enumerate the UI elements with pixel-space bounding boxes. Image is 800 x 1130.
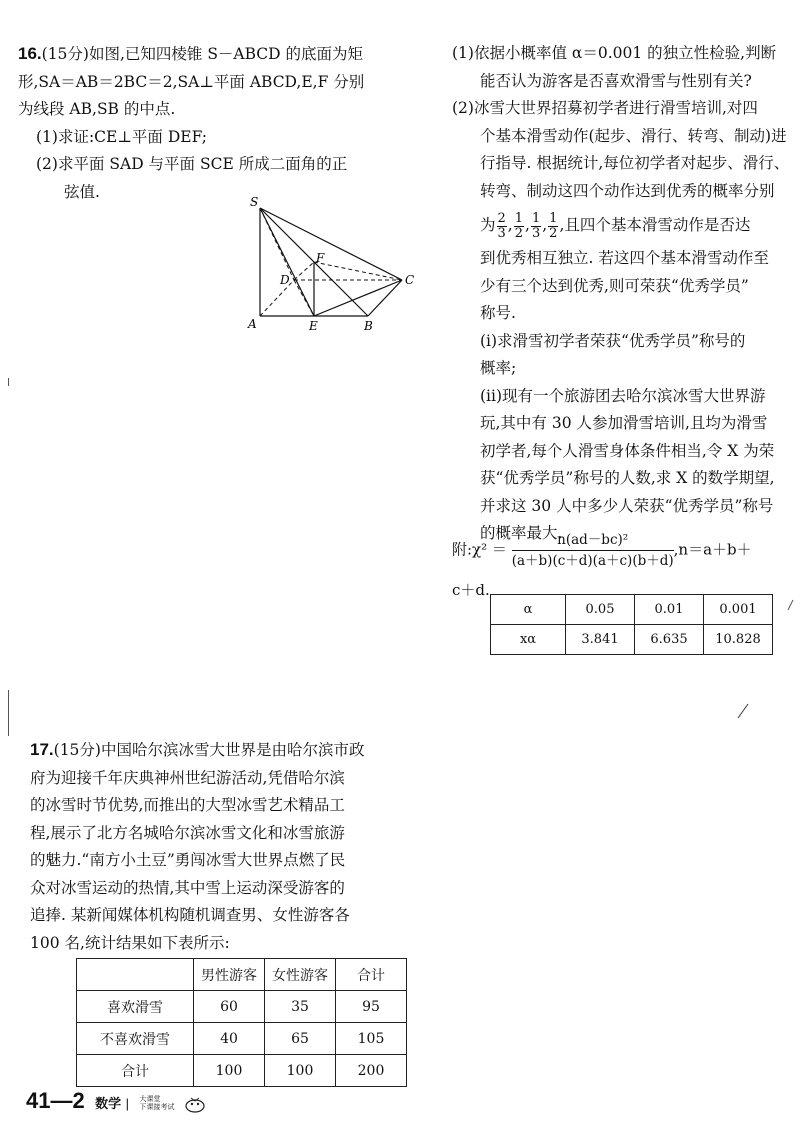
q17-i-line1: (i)求滑雪初学者荣获“优秀学员”称号的: [480, 331, 746, 350]
q17-frac-suffix: ,且四个基本滑雪动作是否达: [559, 216, 751, 234]
q17-line7: 追捧. 某新闻媒体机构随机调查男、女性游客各: [30, 906, 350, 924]
fraction-1-3: $\frac{1}{3}$: [531, 210, 541, 241]
formula-prefix: 附:χ² ＝: [452, 540, 507, 559]
series-line1: 大课堂: [139, 1095, 161, 1103]
formula-suffix: ,n＝a＋b＋: [673, 540, 752, 559]
q17-line5: 的魅力.“南方小土豆”勇闯冰雪大世界点燃了民: [30, 851, 346, 869]
q17-part2-line4: 转弯、制动这四个动作达到优秀的概率分别: [480, 181, 775, 200]
edge-FC: [314, 262, 402, 280]
formula-numerator: n(ad－bc)²: [512, 530, 674, 551]
q17-part2-line7: 少有三个达到优秀,则可荣获“优秀学员”: [480, 276, 749, 295]
page-number: 41—2: [26, 1088, 85, 1113]
fraction-2-3: $\frac{2}{3}$: [497, 210, 506, 241]
edge-BC: [368, 280, 402, 316]
formula-denominator: (a＋b)(c＋d)(a＋c)(b＋d): [511, 553, 674, 569]
q16-part2-line1: (2)求平面 SAD 与平面 SCE 所成二面角的正: [36, 155, 348, 173]
table-row: [491, 625, 773, 655]
series-label: [139, 1096, 174, 1112]
q16-part2-line2: 弦值.: [64, 182, 100, 201]
margin-mark: [8, 690, 9, 736]
q17-line8: 100 名,统计结果如下表所示:: [30, 933, 230, 952]
formula-fraction: [512, 530, 674, 571]
q17-part2-line2: 个基本滑雪动作(起步、滑行、转弯、制动)进: [480, 126, 787, 145]
table-header-cell: 合计: [336, 959, 407, 991]
table-cell: 100: [194, 1055, 265, 1087]
q16-line1: (15分)如图,已知四棱锥 S－ABCD 的底面为矩: [41, 45, 364, 63]
label-C: C: [405, 273, 415, 287]
q17-part1-line1: (1)依据小概率值 α＝0.001 的独立性检验,判断: [452, 44, 777, 62]
fraction-1-2: $\frac{1}{2}$: [514, 210, 524, 241]
label-S: S: [250, 196, 259, 209]
q17-ii-line5: 并求这 30 人中多少人荣获“优秀学员”称号: [480, 496, 774, 515]
pencil-mark-icon: [786, 596, 796, 612]
table-cell: 0.05: [566, 595, 635, 625]
pencil-mark-icon: [736, 700, 752, 720]
table-cell: 合计: [77, 1055, 194, 1087]
table-row: [491, 595, 773, 625]
q17-line4: 程,展示了北方名城哈尔滨冰雪文化和冰雪旅游: [30, 823, 345, 842]
q17-i-line2: 概率;: [480, 359, 517, 377]
table-row: [77, 1023, 407, 1055]
subject-label: 数学: [95, 1096, 122, 1111]
table-header-cell: 男性游客: [194, 959, 265, 991]
q17-ii-line1: (ii)现有一个旅游团去哈尔滨冰雪大世界游: [480, 386, 766, 405]
q17-part2-i: [452, 328, 792, 383]
question-17: [30, 736, 430, 957]
table-cell: 6.635: [635, 625, 704, 655]
q17-part2-ii: [452, 383, 792, 548]
label-D: D: [280, 273, 290, 287]
label-B: B: [364, 319, 373, 333]
table-header-cell: 女性游客: [265, 959, 336, 991]
table-cell: 95: [336, 991, 407, 1023]
table-cell: 不喜欢滑雪: [77, 1023, 194, 1055]
fraction-1-2b: $\frac{1}{2}$: [549, 210, 558, 241]
q16-line3: 为线段 AB,SB 的中点.: [18, 100, 176, 118]
q17-part2-line1: (2)冰雪大世界招募初学者进行滑雪培训,对四: [452, 99, 758, 117]
edge-DF: [294, 262, 314, 280]
formula-continuation: c＋d.: [452, 581, 490, 599]
q16-stem: [18, 40, 418, 124]
page-footer: 41—2 数学 | 大课堂 下课接考试: [26, 1088, 207, 1114]
question-16: [18, 40, 418, 206]
q17-part1: [452, 40, 792, 95]
q17-ii-line4: 获“优秀学员”称号的人数,求 X 的数学期望,: [480, 469, 775, 487]
q17-part2: [452, 95, 792, 328]
table-cell: xα: [491, 625, 566, 655]
q17-part1-line2: 能否认为游客是否喜欢滑雪与性别有关?: [480, 71, 752, 90]
q17-line6: 众对冰雪运动的热情,其中雪上运动深受游客的: [30, 878, 345, 897]
q17-frac-prefix: 为: [480, 216, 496, 234]
q16-part1: (1)求证:CE⊥平面 DEF;: [36, 127, 208, 146]
table-cell: α: [491, 595, 566, 625]
table-cell: 3.841: [566, 625, 635, 655]
table-cell: 60: [194, 991, 265, 1023]
q17-part2-line6: 到优秀相互独立. 若这四个基本滑雪动作至: [480, 249, 769, 267]
q17-number: 17.: [30, 740, 54, 759]
question-17-parts: [452, 40, 792, 548]
q17-ii-line3: 初学者,每个人滑雪身体条件相当,令 X 为荣: [480, 441, 775, 460]
edge-EC: [314, 280, 402, 316]
edge-SC: [260, 208, 402, 280]
table-row: [77, 991, 407, 1023]
table-cell: 200: [336, 1055, 407, 1087]
q17-part2-line3: 行指导. 根据统计,每位初学者对起步、滑行、: [480, 154, 790, 172]
table-cell: 40: [194, 1023, 265, 1055]
q16-line2: 形,SA＝AB＝2BC＝2,SA⊥平面 ABCD,E,F 分别: [18, 72, 365, 91]
table-cell: 35: [265, 991, 336, 1023]
table-cell: 0.001: [704, 595, 773, 625]
table-cell: 65: [265, 1023, 336, 1055]
label-E: E: [309, 319, 318, 333]
edge-SE: [260, 208, 314, 316]
edge-DE: [294, 280, 314, 316]
q17-ii-line2: 玩,其中有 30 人参加滑雪培训,且均为滑雪: [480, 414, 768, 432]
table-cell: 105: [336, 1023, 407, 1055]
q17-line2: 府为迎接千年庆典神州世纪游活动,凭借哈尔滨: [30, 768, 345, 787]
table-cell: 喜欢滑雪: [77, 991, 194, 1023]
q17-line3: 的冰雪时节优势,而推出的大型冰雪艺术精品工: [30, 796, 345, 814]
table-cell: 0.01: [635, 595, 704, 625]
series-line2: 下课接考试: [139, 1103, 175, 1111]
q17-line1: (15分)中国哈尔滨冰雪大世界是由哈尔滨市政: [53, 741, 365, 759]
table-row: [77, 1055, 407, 1087]
pyramid-figure: [242, 196, 422, 336]
mascot-logo-icon: [183, 1095, 207, 1113]
contingency-table: [76, 958, 407, 1087]
q17-part2-line8: 称号.: [480, 304, 516, 322]
q17-part2-line5: 为 $\frac{2}{3}$ , $\frac{1}{2}$ , $\frac{1}{3}$ , $\frac{1}{2}$ ,且四个基本滑雪动作是否达: [480, 210, 751, 241]
critical-value-table: [490, 594, 773, 655]
label-F: F: [316, 251, 325, 265]
table-header-cell: [77, 959, 194, 991]
margin-mark: [8, 378, 9, 386]
label-A: A: [248, 317, 257, 331]
table-cell: 10.828: [704, 625, 773, 655]
table-cell: 100: [265, 1055, 336, 1087]
q17-ii-line6: 的概率最大.: [480, 524, 563, 542]
table-header-row: [77, 959, 407, 991]
q16-number: 16.: [18, 44, 42, 63]
